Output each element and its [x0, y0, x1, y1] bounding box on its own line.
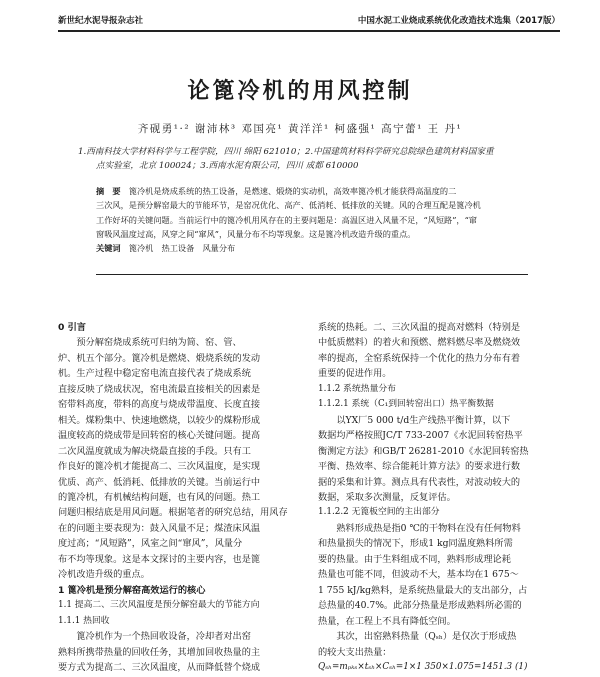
keywords-label: 关键词	[96, 243, 121, 254]
body-line: 优质、高产、低消耗、低排放的关键。当前运行中	[58, 476, 261, 488]
keywords: 篦冷机 热工设备 风量分布	[128, 243, 236, 254]
abstract-line-1: 摘 要 篦冷机是烧成系统的热工设备，是燃速、煅烧的实动机，高效率篦冷机才能获得高温度的二	[96, 186, 457, 196]
author-list: 齐砚勇¹·² 谢沛林³ 邓国亮¹ 黄洋洋¹ 柯盛强¹ 高宁蕾¹ 王 丹¹	[137, 123, 463, 135]
body-line: 二次风温度就成为解决烧最直接的手段。只有工	[58, 445, 251, 457]
body-line: 要方式为提高二、三次风温度，从而降低替个烧成	[58, 661, 261, 673]
body-line: 在的问题主要表现为：鼓入风量不足；煤渣床风温	[58, 522, 261, 534]
section-heading: 1 篦冷机是预分解窑高效运行的核心	[58, 584, 206, 596]
abstract-rule	[96, 274, 528, 275]
body-line: 熟料形成热是指0 ℃的干物料在没有任何物料	[318, 522, 521, 534]
affiliation-line-2: 点实验室，北京 100024；3.西南水泥有限公司，四川 成都 610000	[96, 161, 359, 171]
header-rule	[58, 30, 560, 32]
affiliation-line-1: 1.西南科技大学材料科学与工程学院，四川 绵阳 621010；2.中国建筑材料科学研究总院绿色建筑材料国家重	[78, 147, 494, 157]
body-line: 布不均等现象。这是本文探讨的主要内容，也是篦	[58, 553, 261, 565]
body-line: 和热量损失的情况下，形成1 kg同温度熟料所需	[318, 538, 513, 550]
equation: Qₛₕ=mₚₖₛ×tₛₕ×Cₛₕ=1×1 350×1.075=1451.3 (1)	[318, 661, 528, 672]
body-line: 1 755 kJ/kg熟料，是系统热量最大的支出部分，占	[318, 584, 528, 596]
subsection-heading: 1.1.1 热回收	[58, 615, 110, 626]
body-line: 据的采集和计算。测点具有代表性，对波动较大的	[318, 476, 521, 488]
body-line: 率的提高，全窑系统保持一个优化的热力分布有着	[318, 352, 521, 364]
journal-name: 新世纪水泥导报杂志社	[58, 16, 144, 26]
section-heading: 0 引言	[58, 322, 86, 333]
subsection-heading: 1.1 提高二、三次风温度是预分解窑最大的节能方向	[58, 600, 260, 611]
body-line: 系统的热耗。二、三次风温的提高对燃料（特别是	[318, 322, 521, 333]
body-line: 熟料所携带热量的回收任务，其增加回收热量的主	[58, 646, 261, 658]
body-line: 重要的促进作用。	[318, 368, 392, 380]
body-line: 数据均严格按照JC/T 733-2007《水泥回转窑热平	[318, 430, 523, 442]
body-line: 预分解窑烧成系统可归纳为简、窑、管、	[58, 337, 242, 349]
body-line: 的较大支出热量：	[318, 646, 392, 658]
left-column	[58, 320, 306, 675]
body-line: 冷机改造升级的重点。	[58, 569, 150, 581]
body-line: 窑带料高度，带料的高度与烧成带温度、长度直接	[58, 399, 261, 411]
body-line: 作良好的篦冷机才能提高二、三次风温度，是实现	[58, 461, 261, 473]
body-line: 热量也可能不同，但波动不大，基本均在1 675～	[318, 569, 519, 581]
body-line: 温度较高的烧成带是回转窑的核心关键问题。提高	[58, 430, 261, 442]
keywords-line	[96, 241, 528, 255]
body-line: 度过高；“风短路”，风室之间“窜风”，风量分	[58, 538, 243, 550]
subsection-heading: 1.1.2.1 系统（C₁到回转窑出口）热平衡数据	[318, 399, 494, 410]
body-line: 要的热量。由于生料组成不同，熟料形成理论耗	[318, 553, 511, 565]
subsection-heading: 1.1.2 系统热量分布	[318, 383, 396, 394]
body-line: 直接反映了烧成状况，窑电流最直接相关的因素是	[58, 383, 261, 395]
body-line: 中低质燃料）的着火和预燃、燃料燃尽率及燃烧效	[318, 337, 521, 349]
body-line: 相关。煤粉集中、快速地燃烧，以较少的煤粉形成	[58, 414, 261, 426]
abstract	[96, 184, 528, 255]
body-line: 篦冷机作为一个热回收设备，冷却者对出窑	[58, 631, 251, 643]
subsection-heading: 1.1.2.2 无篦板空间的主出部分	[318, 507, 440, 518]
body-line: 的篦冷机，有机械结构问题，也有风的问题。热工	[58, 491, 261, 503]
body-line: 热量，在工程上不具有降低空间。	[318, 615, 456, 627]
abstract-label: 摘 要	[96, 186, 121, 196]
body-line: 机。生产过程中稳定窑电流直接代表了烧成系统	[58, 368, 251, 380]
body-line: 衡测定方法》和GB/T 26281-2010《水泥回转窑热	[318, 445, 529, 457]
collection-name: 中国水泥工业烧成系统优化改造技术选集（2017版）	[357, 16, 560, 26]
right-column	[318, 320, 566, 675]
body-line: 炉、机五个部分。篦冷机是燃烧、煅烧系统的发动	[58, 352, 261, 364]
body-line: 问题归根结底是用风问题。根据笔者的研究总结，用风存	[58, 507, 288, 519]
abstract-line-2: 三次风，是预分解窑最大的节能环节，是窑况优化、高产、低消耗、低排放的关键。风的合理互配是篦冷机	[96, 200, 481, 211]
body-line: 以YX厂5 000 t/d生产线热平衡计算，以下	[318, 414, 511, 426]
body-line: 平衡、热效率、综合能耗计算方法》的要求进行数	[318, 461, 521, 473]
paper-title: 论篦冷机的用风控制	[187, 79, 413, 104]
abstract-line-3: 工作好坏的关键问题。当前运行中的篦冷机用风存在的主要问题是：高温区进入风量不足，“风短路”，“窜	[96, 214, 477, 225]
body-line: 数据，采取多次测量，反复评估。	[318, 491, 456, 503]
body-line: 总热量的40.7%。此部分热量是形成熟料所必需的	[318, 600, 522, 612]
abstract-line-4: 窗吸风温度过高，风穿之间“窜风”，风量分布不均等现象。这是篦冷机改造升级的重点。	[96, 228, 416, 239]
body-line: 其次，出窑熟料热量（Qₛₕ）是仅次于形成热	[318, 631, 517, 643]
